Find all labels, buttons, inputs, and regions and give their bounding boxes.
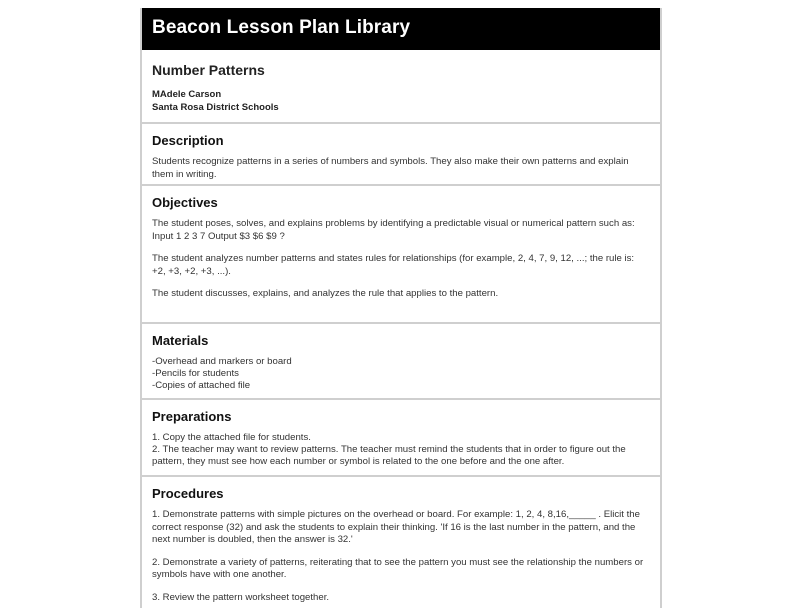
lesson-header — [142, 50, 660, 124]
lesson-page — [140, 8, 662, 608]
lesson-author: MAdele Carson — [152, 89, 222, 100]
procedure-item: 2. Demonstrate a variety of patterns, reiterating that to see the pattern you must see the relationship the numbers or symbols have with one another. — [152, 556, 644, 580]
lesson-title: Number Patterns — [152, 62, 265, 78]
procedure-item: 1. Demonstrate patterns with simple pictures on the overhead or board. For example: 1, 2, 4, 8,16,_____ . Elicit the correct response (32) and ask the students to explain their thinking. 'If 16 is the last number in the pattern, and the next number is doubled, then the answer is 32.' — [152, 509, 640, 545]
objective-item: The student discusses, explains, and analyzes the rule that applies to the pattern. — [152, 288, 499, 299]
preparation-item: 2. The teacher may want to review patterns. The teacher must remind the students that in order to figure out the pattern, they must see how each number or symbol is related to the one before and the one after. — [152, 444, 626, 467]
material-item: -Pencils for students — [152, 368, 239, 379]
site-banner — [142, 8, 660, 50]
procedures-section — [142, 477, 660, 608]
preparation-item: 1. Copy the attached file for students. — [152, 432, 311, 443]
description-heading: Description — [152, 133, 224, 148]
procedures-heading: Procedures — [152, 486, 224, 501]
description-section — [142, 124, 660, 186]
material-item: -Copies of attached file — [152, 380, 251, 391]
preparations-heading: Preparations — [152, 409, 232, 424]
objectives-section — [142, 186, 660, 324]
material-item: -Overhead and markers or board — [152, 356, 292, 367]
materials-heading: Materials — [152, 333, 209, 348]
objective-item: The student poses, solves, and explains problems by identifying a predictable visual or numerical pattern such as: Input 1 2 3 7 Output $3 $6 $9 ? — [152, 218, 635, 242]
description-text: Students recognize patterns in a series of numbers and symbols. They also make their own patterns and explain them in writing. — [152, 156, 629, 180]
site-title[interactable]: Beacon Lesson Plan Library — [152, 17, 411, 38]
objectives-heading: Objectives — [152, 195, 218, 210]
procedure-item: 3. Review the pattern worksheet together. — [152, 591, 330, 603]
lesson-district: Santa Rosa District Schools — [152, 102, 279, 113]
preparations-section — [142, 400, 660, 477]
materials-section — [142, 324, 660, 400]
objective-item: The student analyzes number patterns and states rules for relationships (for example, 2, 4, 7, 9, 12, ...; the rule is: +2, +3, +2, +3, ...). — [152, 253, 635, 277]
